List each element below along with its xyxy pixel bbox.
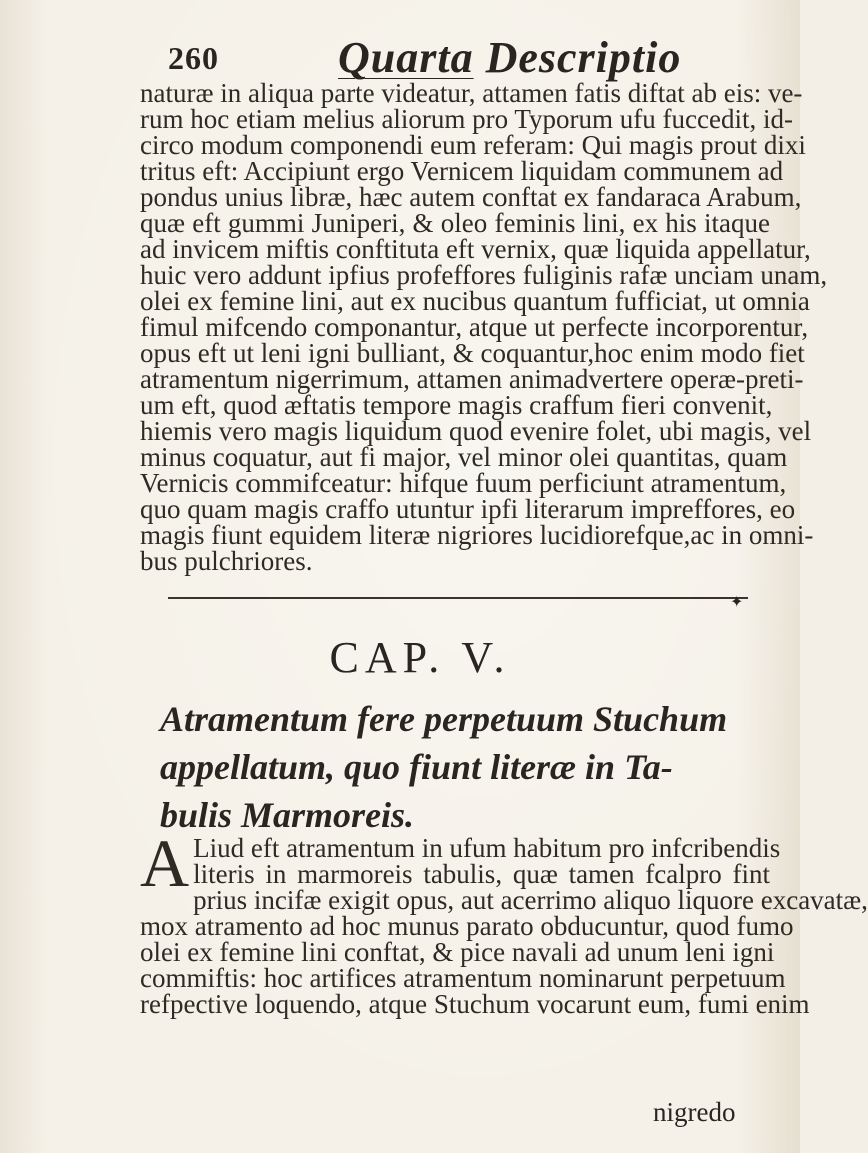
- running-head-word-1: Quarta: [338, 33, 474, 82]
- chapter-title: CAP. V.: [329, 633, 511, 682]
- text-line: hiemis vero magis liquidum quod evenire folet, ubi magis, vel: [140, 416, 812, 446]
- text-line: quæ eft gummi Juniperi, & oleo feminis lini, ex his itaque: [140, 208, 770, 238]
- text-line: pondus unius libræ, hæc autem conftat ex fandaraca Arabum,: [140, 182, 802, 212]
- text-line: magis fiunt equidem literæ nigriores lucidiorefque,ac in omni-: [140, 520, 814, 550]
- text-line: refpective loquendo, atque Stuchum vocarunt eum, fumi enim: [140, 989, 810, 1019]
- text-line: prius incifæ exigit opus, aut acerrimo aliquo liquore excavatæ,: [193, 885, 868, 915]
- page-number: 260: [168, 40, 219, 76]
- text-line: quo quam magis craffo utuntur ipfi literarum impreffores, eo: [140, 494, 796, 524]
- heading-line: bulis Marmoreis.: [160, 795, 415, 835]
- text-line: literis in marmoreis tabulis, quæ tamen fcalpro fint: [193, 859, 770, 889]
- heading-line: appellatum, quo fiunt literæ in Ta-: [160, 747, 673, 787]
- text-line: bus pulchriores.: [140, 546, 313, 576]
- text-line: minus coquatur, aut fi major, vel minor olei quantitas, quam: [140, 442, 788, 472]
- text-line: huic vero addunt ipfius profeffores fuliginis rafæ unciam unam,: [140, 260, 828, 290]
- text-line: commiftis: hoc artifices atramentum nominarunt perpetuum: [140, 963, 786, 993]
- text-line: circo modum componendi eum referam: Qui magis prout dixi: [140, 130, 806, 160]
- text-line: opus eft ut leni igni bulliant, & coquantur,hoc enim modo fiet: [140, 338, 805, 368]
- section-divider: [168, 597, 748, 599]
- text-line: naturæ in aliqua parte videatur, attamen fatis diftat ab eis: ve-: [140, 78, 803, 108]
- text-line: fimul mifcendo componantur, atque ut perfecte incorporentur,: [140, 312, 809, 342]
- catchword: nigredo: [653, 1097, 736, 1127]
- text-line: tritus eft: Accipiunt ergo Vernicem liquidam communem ad: [140, 156, 784, 186]
- drop-cap: A: [140, 825, 190, 901]
- text-line: rum hoc etiam melius aliorum pro Typorum ufu fuccedit, id-: [140, 104, 793, 134]
- text-line: mox atramento ad hoc munus parato obducuntur, quod fumo: [140, 911, 794, 941]
- heading-line: Atramentum fere perpetuum Stuchum: [160, 699, 728, 739]
- text-line: um eft, quod æftatis tempore magis craffum fieri convenit,: [140, 390, 773, 420]
- text-line: Vernicis commifceatur: hifque fuum perficiunt atramentum,: [140, 468, 787, 498]
- text-line: ad invicem miftis conftituta eft vernix, quæ liquida appellatur,: [140, 234, 811, 264]
- body-paragraph-1: [140, 78, 828, 576]
- text-line: olei ex femine lini, aut ex nucibus quantum fufficiat, ut omnia: [140, 286, 810, 316]
- running-head-word-2: Descriptio: [485, 33, 682, 82]
- body-paragraph-2: [140, 825, 868, 1019]
- text-line: atramentum nigerrimum, attamen animadvertere operæ-preti-: [140, 364, 804, 394]
- page-header: [168, 26, 708, 86]
- ornament-icon: ✦: [730, 594, 744, 611]
- chapter-heading: [160, 695, 780, 839]
- text-line: olei ex femine lini conftat, & pice navali ad unum leni igni: [140, 937, 775, 967]
- text-line: Liud eft atramentum in ufum habitum pro infcribendis: [193, 833, 781, 863]
- running-head: [338, 32, 681, 83]
